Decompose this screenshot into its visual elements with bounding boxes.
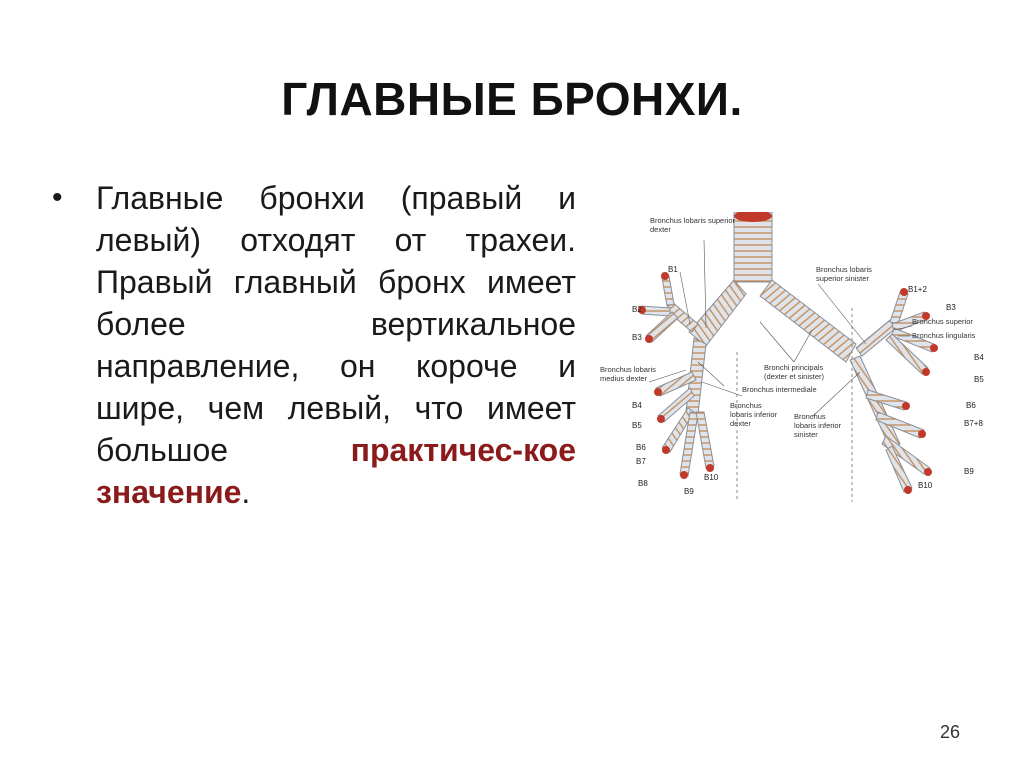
label-bronchi-principales-2: (dexter et sinister) [764,372,825,381]
segment-right-b4: B4 [632,401,642,410]
label-lobaris-superior-sinister-2: superior sinister [816,274,869,283]
segment-left-b6: B6 [966,401,976,410]
trachea-shape [734,212,772,282]
bullet-text-main: Главные бронхи (правый и левый) отходят от трахеи. Правый главный бронх имеет более вертикальное направление, он короче и шире, чем левый, что имеет большое [96,180,576,468]
segment-right-b2: B2 [632,305,642,314]
label-lobaris-superior-dexter-2: dexter [650,225,671,234]
label-bronchus-superior: Bronchus superior [912,317,973,326]
segment-right-b6: B6 [636,443,646,452]
label-bronchus-intermediale: Bronchus intermediale [742,385,817,394]
label-lobaris-medius-dexter-2: medius dexter [600,374,648,383]
segment-right-b5: B5 [632,421,642,430]
segment-left-b1-2: B1+2 [908,285,927,294]
label-bronchus-lingularis: Bronchus lingularis [912,331,976,340]
segment-left-b10: B10 [918,481,933,490]
right-main-bronchus-shape [689,280,746,346]
segment-left-b9: B9 [964,467,974,476]
bullet-text-emphasis: практичес-кое значение [96,432,576,510]
left-main-bronchus-shape [760,280,856,362]
segment-left-b3: B3 [946,303,956,312]
bullet-text-end: . [241,474,251,510]
slide-title: ГЛАВНЫЕ БРОНХИ. [281,73,743,125]
segment-right-b9: B9 [684,487,694,496]
bronchial-tree-illustration [594,212,990,504]
segment-right-b1: B1 [668,265,678,274]
segment-right-b3: B3 [632,333,642,342]
segment-left-b5: B5 [974,375,984,384]
label-lobaris-superior-sinister-1: Bronchus lobaris [816,265,872,274]
label-lobaris-inferior-sinister-2: lobaris inferior [794,421,842,430]
label-lobaris-superior-dexter-1: Bronchus lobaris superior [650,216,736,225]
segment-right-b8: B8 [638,479,648,488]
label-lobaris-inferior-dexter-2: lobaris inferior [730,410,778,419]
segment-right-b7: B7 [636,457,646,466]
label-lobaris-inferior-dexter-1: Bronchus [730,401,762,410]
segment-left-b7-8: B7+8 [964,419,983,428]
bullet-item [52,177,576,513]
bullet-text [96,177,576,513]
label-lobaris-inferior-sinister-3: sinister [794,430,818,439]
label-lobaris-medius-dexter-1: Bronchus lobaris [600,365,656,374]
label-lobaris-inferior-dexter-3: dexter [730,419,751,428]
bronchial-tree-figure [594,212,990,504]
page-number: 26 [940,722,961,742]
bullet-dot-icon: • [52,181,63,214]
label-bronchi-principales-1: Bronchi principals [764,363,824,372]
label-lobaris-inferior-sinister-1: Bronchus [794,412,826,421]
segment-right-b10: B10 [704,473,719,482]
segment-left-b4: B4 [974,353,984,362]
